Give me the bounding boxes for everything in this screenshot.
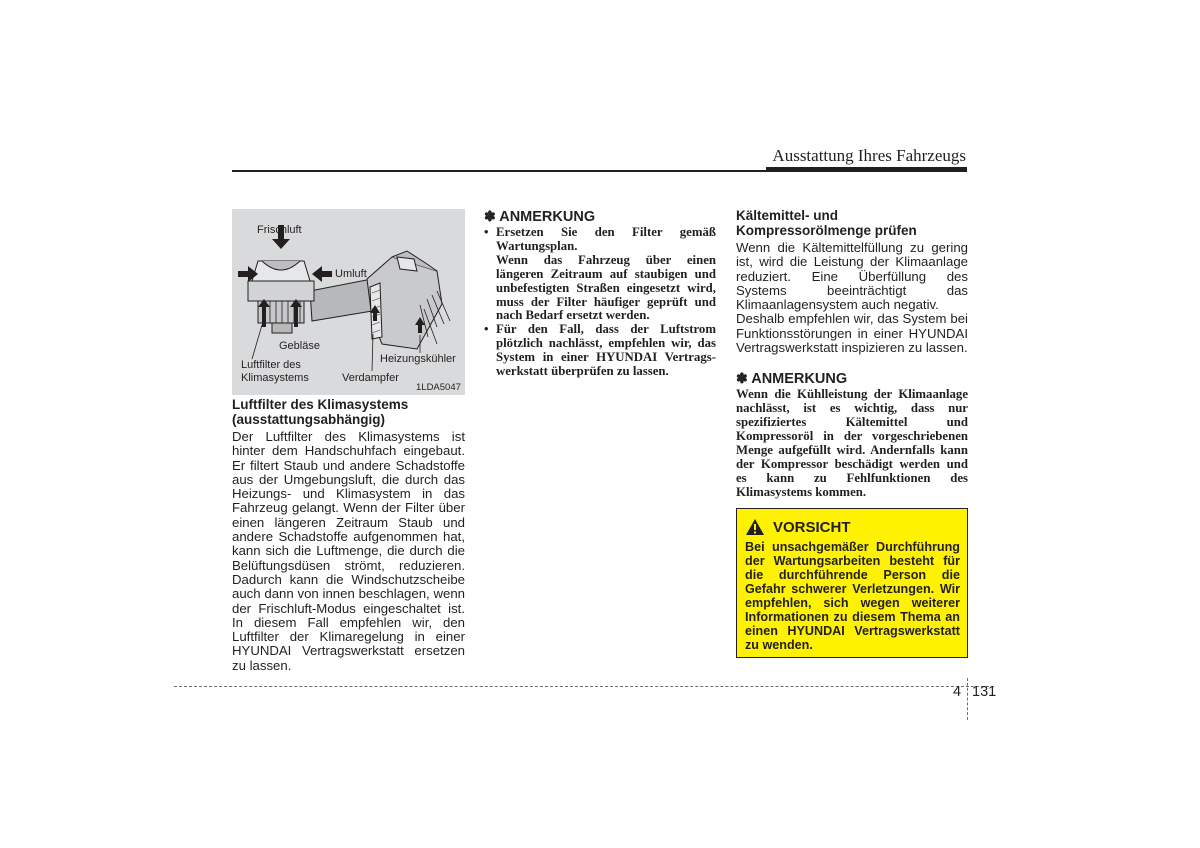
refrigerant-heading: Kältemittel- und Kompressorölmenge prüfen — [736, 208, 917, 238]
note-heading — [484, 208, 716, 225]
air-filter-body: Der Luftfilter des Klimasystems ist hinter dem Handschuhfach eingebaut. Er filtert Staub und andere Schadstoffe aus der Umgebungsluft, die durch das Heizungs- und Klimasystem in das Fahrzeug gelangt. Wenn der Filter über einen längeren Zeitraum Staub und andere Schadstoffe aufgenommen hat, kann sich die Luftmenge, die durch die Belüftungsdüsen strömt, reduzieren. Dadurch kann die Windschutzscheibe auch dann von innen beschlagen, wenn der Frischluft-Modus eingeschaltet ist. In diesem Fall empfehlen wir, den Luftfilter der Klimaregelung in einer HYUNDAI Vertragswerkstatt ersetzen zu lassen. — [232, 429, 465, 673]
page-number: 131 — [972, 684, 997, 700]
list-item — [484, 226, 716, 323]
note-section-filter — [484, 208, 716, 379]
chapter-number: 4 — [953, 684, 962, 700]
refrigerant-body-1: Wenn die Kältemittelfüllung zu gering ist, wird die Leistung der Klimaanlage reduziert. Eine Überfüllung des Systems beeinträchtigt das Klimaanlagensystem auch negativ. — [736, 240, 968, 313]
caution-box — [736, 508, 968, 658]
refrigerant-body-2: Deshalb empfehlen wir, das System bei Funktionsstörungen in einer HYUNDAI Vertragswerkstatt inspizieren zu lassen. — [736, 311, 968, 356]
bullet-text: Wenn das Fahrzeug über einen längeren Zeitraum auf staubigen und unbefestigten Straßen eingesetzt wird, muss der Filter häufiger geprüft und nach Bedarf ersetzt werden. — [496, 252, 716, 323]
air-filter-heading: Luftfilter des Klimasystems (ausstattungsabhängig) — [232, 397, 409, 427]
bullet-icon: • — [484, 322, 489, 337]
footer-divider — [967, 678, 968, 720]
refrigerant-note-body: Wenn die Kühlleistung der Klimaanlage nachlässt, ist es wichtig, dass nur spezifiziertes Kältemittel und Kompressoröl in der vorgeschriebenen Menge aufgefüllt wird. Andernfalls kann der Kompressor beschädigt werden und es kann zu Fehlfunktionen des Klimasystems kommen. — [736, 387, 968, 499]
fresh-air-label: Frischluft — [257, 224, 302, 236]
air-filter-diagram — [232, 209, 465, 395]
evaporator-label: Verdampfer — [342, 372, 399, 384]
bullet-icon: • — [484, 225, 489, 239]
caution-body: Bei unsachgemäßer Durchführung der Wartungsarbeiten besteht für die durchführende Person die Gefahr schwerer Verletzungen. Wir empfehlen, sich wegen weiterer Informationen zu diesem Thema an einen HYUNDAI Vertragswerkstatt zu wenden. — [745, 540, 960, 652]
list-item — [484, 323, 716, 379]
note-heading-2 — [736, 370, 968, 387]
recirc-label: Umluft — [335, 268, 367, 280]
note-title: ANMERKUNG — [499, 209, 596, 225]
refrigerant-section — [736, 208, 968, 500]
air-filter-section — [232, 397, 465, 673]
caution-title: VORSICHT — [773, 518, 851, 536]
note-title: ANMERKUNG — [751, 371, 848, 388]
bullet-text: Ersetzen Sie den Filter gemäß Wartungsplan. — [496, 225, 716, 253]
header-rule-accent — [766, 167, 967, 171]
running-header: Ausstattung Ihres Fahrzeugs — [772, 146, 966, 165]
figure-code: 1LDA5047 — [416, 382, 461, 393]
filter-label: Luftfilter des Klimasystems — [241, 359, 309, 384]
footer-rule — [174, 686, 994, 687]
blower-label: Gebläse — [279, 340, 320, 352]
note-star-icon: ✽ — [736, 370, 748, 387]
bullet-text: Für den Fall, dass der Luftstrom plötzlich nachlässt, empfehlen wir, das System in einer HYUNDAI Vertrags-werkstatt überprüfen zu lassen. — [496, 322, 716, 379]
warning-triangle-icon — [745, 518, 765, 536]
heater-core-label: Heizungskühler — [380, 353, 456, 365]
note-star-icon: ✽ — [484, 208, 496, 224]
